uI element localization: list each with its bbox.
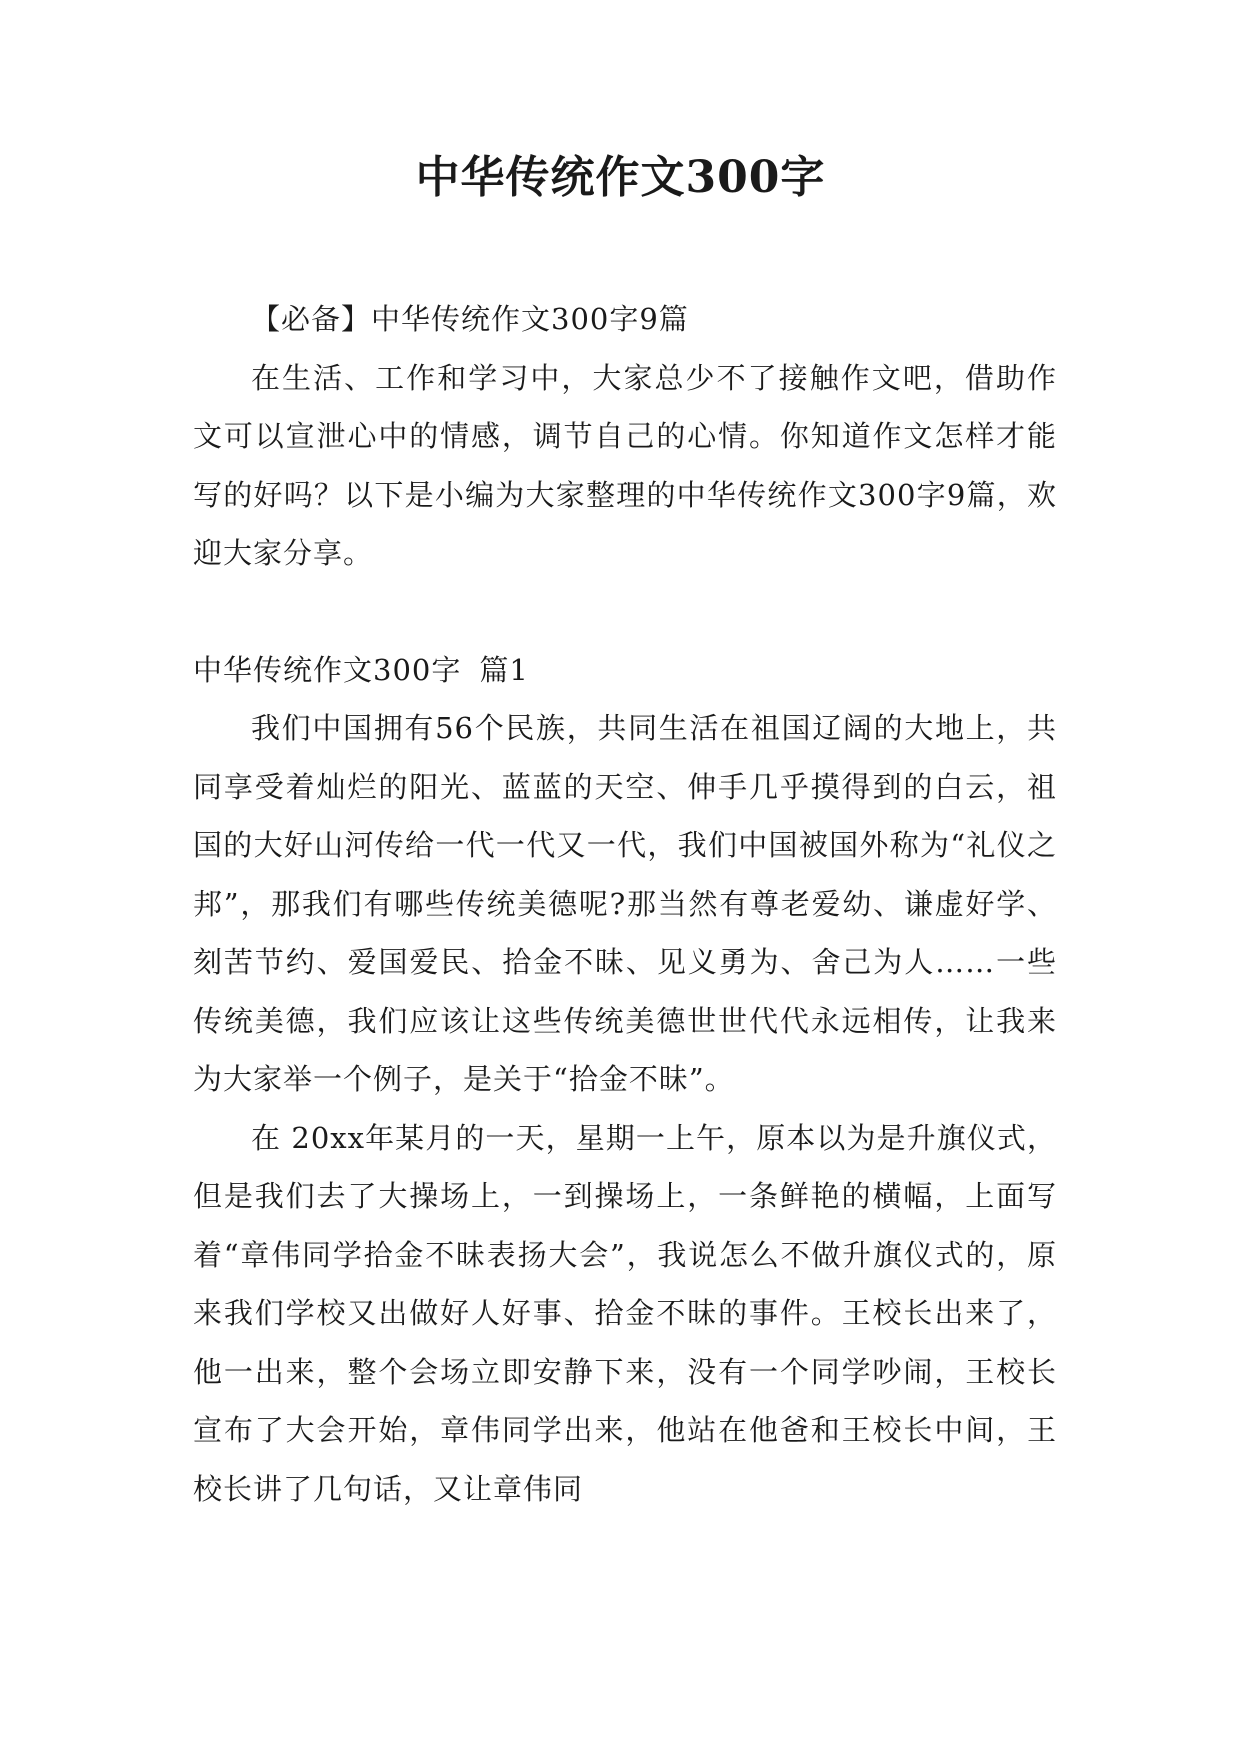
subtitle-line: 【必备】中华传统作文300字9篇 [251,302,689,336]
intro-paragraph: 在生活、工作和学习中，大家总少不了接触作文吧，借助作文可以宣泄心中的情感，调节自己的心情。你知道作文怎样才能写的好吗？以下是小编为大家整理的中华传统作文300字9篇，欢迎大家分享。 [193,360,1057,570]
section-heading-text: 中华传统作文300字 [193,652,462,687]
body-paragraph: 我们中国拥有56个民族，共同生活在祖国辽阔的大地上，共同享受着灿烂的阳光、蓝蓝的天空、伸手几乎摸得到的白云，祖国的大好山河传给一代一代又一代，我们中国被国外称为“礼仪之邦”，那我们有哪些传统美德呢?那当然有尊老爱幼、谦虚好学、刻苦节约、爱国爱民、拾金不昧、见义勇为、舍己为人……一些传统美德，我们应该让这些传统美德世世代代永远相传，让我来为大家举一个例子，是关于“拾金不昧”。 [193,711,1057,1096]
document-title: 中华传统作文300字 [415,152,826,203]
document-body [193,290,1057,1518]
body-paragraph: 在 20xx年某月的一天，星期一上午，原本以为是升旗仪式，但是我们去了大操场上，一到操场上，一条鲜艳的横幅，上面写着“章伟同学拾金不昧表扬大会”，我说怎么不做升旗仪式的，原来我们学校又出做好人好事、拾金不昧的事件。王校长出来了，他一出来，整个会场立即安静下来，没有一个同学吵闹，王校长宣布了大会开始，章伟同学出来，他站在他爸和王校长中间，王校长讲了几句话，又让章伟同 [193,1120,1057,1506]
section-heading [193,641,1057,700]
section-number: 篇1 [479,652,529,687]
